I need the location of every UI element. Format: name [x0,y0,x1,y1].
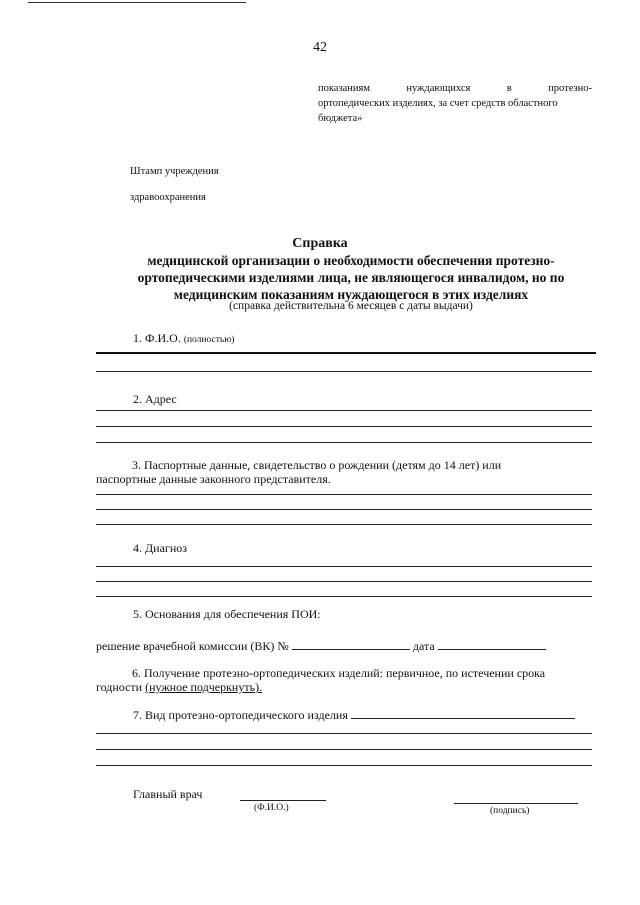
product-type-input-line[interactable] [96,765,592,766]
commission-row [96,637,546,654]
name-caption: (Ф.И.О.) [254,803,289,813]
document-title: Справка [292,236,348,251]
product-type-label: 7. Вид протезно-ортопедического изделия [133,708,348,722]
address-input-line[interactable] [96,410,592,411]
diagnosis-input-line[interactable] [96,596,592,597]
address-label: 2. Адрес [133,392,177,406]
receipt-line-2-prefix: годности [96,680,143,694]
fio-input-line[interactable] [96,371,592,372]
product-type-input-line[interactable] [96,733,592,734]
continuation-line-2: ортопедических изделиях, за счет средств областного [318,98,558,109]
fio-note: (полностью) [183,335,235,345]
continuation-word: в [506,83,512,94]
chief-doctor-label: Главный врач [133,787,203,801]
address-input-line[interactable] [96,442,592,443]
diagnosis-label: 4. Диагноз [133,541,188,555]
passport-label-line-1: 3. Паспортные данные, свидетельство о рождении (детям до 14 лет) или [132,458,502,472]
chief-name-line[interactable] [240,800,326,801]
passport-input-line[interactable] [96,494,592,495]
receipt-line-2 [96,680,592,694]
passport-label [96,458,592,486]
receipt-line-1: 6. Получение протезно-ортопедических изделий: первичное, по истечении срока [132,666,546,680]
top-divider [28,2,246,3]
passport-input-line[interactable] [96,524,592,525]
passport-label-line-2: паспортные данные законного представителя. [96,472,331,486]
passport-input-line[interactable] [96,509,592,510]
continuation-line-1 [318,81,592,96]
continuation-word: нуждающихся [406,83,471,94]
diagnosis-input-line[interactable] [96,566,592,567]
grounds-label: 5. Основания для обеспечения ПОИ: [133,607,321,621]
document-subtitle [96,252,606,303]
signature-caption: (подпись) [490,806,530,816]
diagnosis-input-line[interactable] [96,581,592,582]
receipt-label [96,666,592,694]
stamp-line-2: здравоохранения [130,192,206,203]
stamp-line-1: Штамп учреждения [130,166,219,177]
product-type-input-line[interactable] [96,749,592,750]
address-input-line[interactable] [96,426,592,427]
commission-number-field[interactable] [292,637,410,650]
receipt-underline-note: (нужное подчеркнуть). [145,680,263,694]
fio-label-row [133,331,234,346]
continuation-word: показаниям [318,83,370,94]
subtitle-line-1: медицинской организации о необходимости обеспечения протезно- [147,253,555,268]
subtitle-line-2: ортопедическими изделиями лица, не являющегося инвалидом, но по [137,270,565,285]
continuation-word: протезно- [548,83,592,94]
commission-label: решение врачебной комиссии (ВК) № [96,639,289,653]
date-label: дата [412,639,435,653]
subtitle-line-3: медицинским показаниям нуждающегося в этих изделиях [173,287,529,302]
product-type-field[interactable] [351,706,575,719]
fio-input-line[interactable] [96,352,596,354]
page-number: 42 [313,40,327,55]
fio-label: 1. Ф.И.О. [133,331,181,345]
product-type-row [133,706,575,723]
continuation-line-3: бюджета» [318,113,363,124]
validity-note: (справка действительна 6 месяцев с даты выдачи) [229,300,473,312]
commission-date-field[interactable] [438,637,546,650]
continuation-text [318,81,592,126]
signature-line[interactable] [454,803,578,804]
